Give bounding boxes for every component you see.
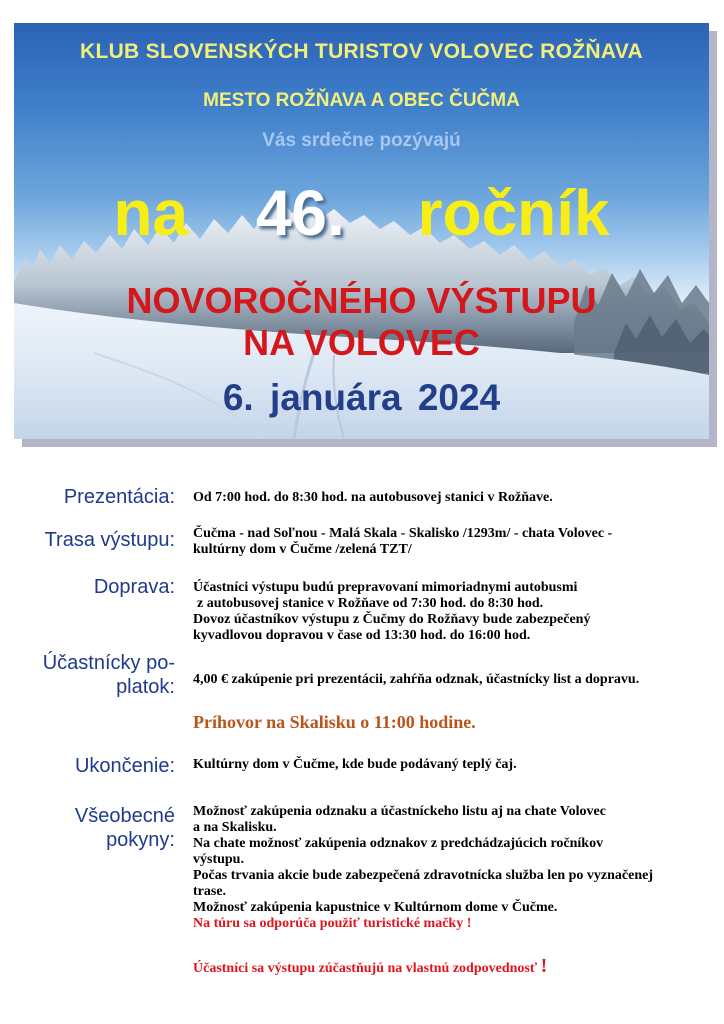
doprava-line1: Účastníci výstupu budú prepravovaní mimoriadnymi autobusmi [193, 580, 578, 595]
event-title-line2: NA VOLOVEC [243, 322, 480, 363]
ukoncenie-text: Kultúrny dom v Čučme, kde bude podávaný teplý čaj. [193, 757, 517, 772]
pokyny-label-line1: Všeobecné [74, 805, 175, 827]
edition-number: 46. [255, 177, 345, 249]
club-name: KLUB SLOVENSKÝCH TURISTOV VOLOVEC ROŽŇAVA [79, 40, 643, 63]
town-names: MESTO ROŽŇAVA A OBEC ČUČMA [203, 90, 520, 111]
edition-rocnik: ročník [417, 177, 610, 249]
pokyny-line3: Na chate možnosť zakúpenia odznakov z predchádzajúcich ročníkov [193, 836, 604, 851]
trasa-text [193, 526, 713, 558]
warning-crampons: Na túru sa odporúča použiť turistické mačky ! [193, 916, 472, 931]
poplatok-label [43, 651, 175, 699]
poplatok-text: 4,00 € zakúpenie pri prezentácii, zahŕňa odznak, účastnícky list a dopravu. [193, 672, 640, 687]
warning-responsibility-mark: ! [540, 955, 548, 977]
header-banner [14, 23, 709, 439]
pokyny-line7: Možnosť zakúpenia kapustnice v Kultúrnom dome v Čučme. [193, 900, 558, 915]
warning-responsibility-text: Účastníci sa výstupu zúčastňujú na vlastnú zodpovednosť [193, 961, 538, 976]
prezentacia-text: Od 7:00 hod. do 8:30 hod. na autobusovej stanici v Rožňave. [193, 490, 553, 505]
pokyny-line5: Počas trvania akcie bude zabezpečená zdravotnícka služba len po vyznačenej [193, 868, 654, 883]
event-date: 6. januára 2024 [222, 377, 501, 418]
invitation-text: Vás srdečne pozývajú [262, 130, 461, 151]
edition-heading [14, 173, 709, 253]
doprava-line2: z autobusovej stanice v Rožňave od 7:30 hod. do 8:30 hod. [197, 596, 544, 611]
trasa-label: Trasa výstupu: [44, 529, 175, 551]
pokyny-line4: výstupu. [193, 852, 244, 867]
event-title-line1: NOVOROČNÉHO VÝSTUPU [126, 280, 597, 321]
doprava-label: Doprava: [93, 576, 175, 598]
prezentacia-label: Prezentácia: [63, 486, 175, 508]
pokyny-label [75, 804, 175, 852]
trasa-line2: kultúrny dom v Čučme /zelená TZT/ [193, 542, 412, 557]
ukoncenie-label: Ukončenie: [74, 755, 175, 777]
pokyny-label-line2: pokyny: [106, 829, 175, 851]
edition-na: na [113, 177, 189, 249]
pokyny-line2: a na Skalisku. [193, 820, 277, 835]
doprava-line3: Dovoz účastníkov výstupu z Čučmy do Rožňavy bude zabezpečený [193, 612, 591, 627]
prihovor-notice: Príhovor na Skalisku o 11:00 hodine. [193, 712, 476, 732]
pokyny-text [193, 804, 713, 932]
doprava-text [193, 580, 713, 644]
pokyny-line1: Možnosť zakúpenia odznaku a účastníckeho listu aj na chate Volovec [193, 804, 606, 819]
pokyny-line6: trase. [193, 884, 227, 899]
warning-responsibility [193, 955, 713, 977]
poplatok-label-line2: platok: [116, 676, 175, 698]
doprava-line4: kyvadlovou dopravou v čase od 13:30 hod. do 16:00 hod. [193, 628, 531, 643]
trasa-line1: Čučma - nad Soľnou - Malá Skala - Skalisko /1293m/ - chata Volovec - [193, 526, 613, 541]
poplatok-label-line1: Účastnícky po- [42, 652, 175, 674]
